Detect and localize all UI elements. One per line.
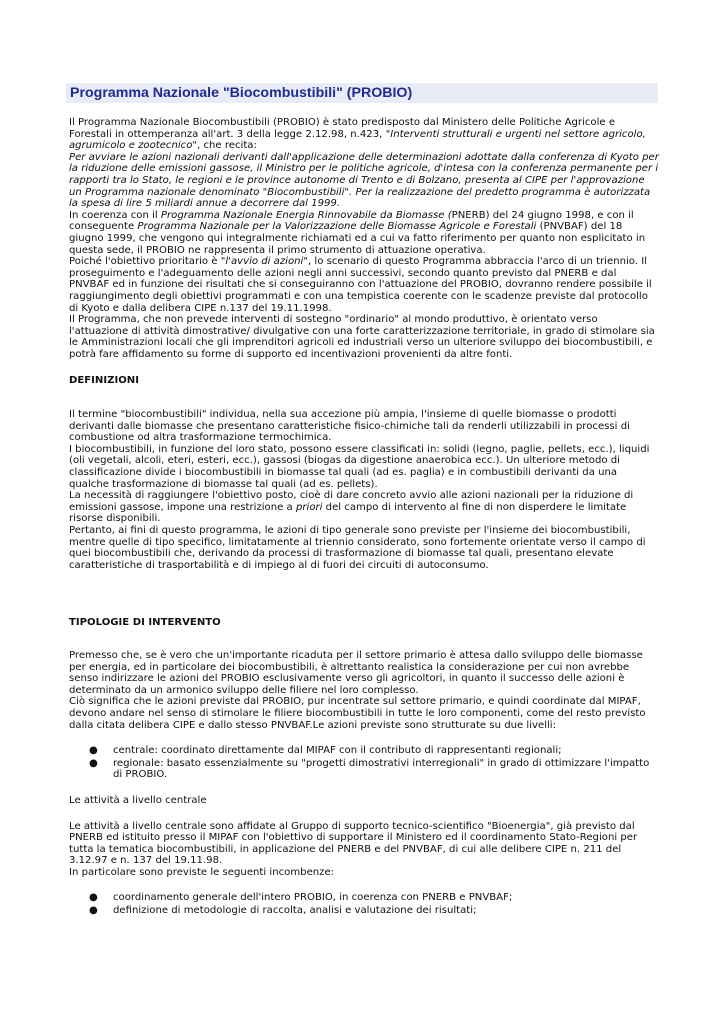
law-title: Interventi strutturali e urgenti nel settore agricolo, agrumicolo e zootecnico: [69, 128, 646, 152]
intro-text: ", che recita:: [192, 140, 257, 152]
tipologie-paragraph-2: Ciò significa che le azioni previste dal PROBIO, pur incentrate sul settore primario, e quindi coordinate dal MIPAF, devono andare nel senso di stimolare le filiere biocombustibili in tutte le loro componenti, come del resto previsto dalla citata delibera CIPE e dallo stesso PNVBAF.Le azioni previste sono strutturate su due livelli:: [69, 696, 646, 731]
bullet-icon: ●: [89, 905, 98, 917]
law-quote-text: Per avviare le azioni nazionali derivanti dall'applicazione delle determinazioni adottate dalla conferenza di Kyoto per la riduzione delle emissioni gassose, il Ministro per le politiche agricole, d'intesa con la conferenza permanente per i rapporti tra lo Stato, le regioni e le province autonome di Trento e di Bolzano, presenta al CIPE per l'approvazione un Programma nazionale denominato "Biocombustibili". Per la realizzazione del predetto programma è autorizzata la spesa di lire 5 miliardi annue a decorrere dal 1999.: [69, 151, 659, 210]
tipologie-paragraph-4: In particolare sono previste le seguenti incombenze:: [69, 866, 335, 878]
intro-text: (PNVBAF) del 18 giugno 1999, che vengono qui integralmente richiamati ed a cui va fatto riferimento per quanto non esplicitato in questa sede, il PROBIO ne rappresenta il primo strumento di attuazione operativa.: [69, 221, 646, 256]
bullet-icon: ●: [89, 892, 98, 904]
list-item: [69, 758, 659, 781]
bullet-icon: ●: [89, 745, 98, 757]
tipologie-paragraph-1: Premesso che, se è vero che un'importante ricaduta per il settore primario è attesa dallo sviluppo delle biomasse per energia, ed in particolare dei biocombustibili, è altrettanto realistica la considerazione per cui non avrebbe senso indirizzare le azioni del PROBIO esclusivamente verso gli agricoltori, in quanto il successo delle azioni è determinato da un armonico sviluppo delle filiere nel loro complesso.: [69, 649, 643, 696]
section-heading-tipologie: TIPOLOGIE DI INTERVENTO: [69, 617, 221, 629]
intro-paragraph-5: Il Programma, che non prevede interventi di sostegno "ordinario" al mondo produttivo, è orientato verso l'attuazione di attività dimostrative/ divulgative con una forte caratterizzazione territoriale, in grado di stimolare sia le Amministrazioni locali che gli imprenditori agricoli ed industriali verso un ulteriore sviluppo dei biocombustibili, e potrà fare affidamento su forme di supporto ed incentivazioni provenienti da altre fonti.: [69, 314, 655, 360]
objective-quote: l'avvio di azioni: [225, 256, 304, 268]
definizioni-paragraph-4: Pertanto, ai fini di questo programma, le azioni di tipo generale sono previste per l'insieme dei biocombustibili, mentre quelle di tipo specifico, limitatamente al triennio considerato, sono fortemente orientate verso il campo di quei biocombustibili che, derivando da processi di trasformazione di biomasse tal quali, presentano elevate caratteristiche di trasportabilità e di impiego al di fuori dei circuiti di autoconsumo.: [69, 525, 646, 571]
intro-text: PNERB) del 24 giugno 1998, e con il conseguente: [69, 209, 634, 233]
intro-text: ", lo scenario di questo Programma abbraccia l'arco di un triennio. Il proseguimento e l'adeguamento delle azioni negli anni successivi, secondo quanto previsto dal PNERB e dal PNVBAF ed in funzione dei risultati che si conseguiranno con l'attuazione del PROBIO, dovranno rendere possibile il raggiungimento degli obiettivi programmati e con una tempistica coerente con le scadenze previste dal protocollo di Kyoto e dalla delibera CIPE n.137 del 19.11.1998.: [69, 256, 652, 314]
intro-paragraph-4: [69, 256, 659, 314]
title-bar: [66, 83, 658, 103]
intro-paragraph-1: [69, 117, 659, 152]
intro-text: In coerenza con il: [69, 209, 161, 221]
a-priori: priori: [295, 501, 323, 513]
tipologie-paragraph-3: Le attività a livello centrale sono affidate al Gruppo di supporto tecnico-scientifico "Bioenergia", già previsto dal PNERB ed istituito presso il MIPAF con l'obiettivo di supportare il Ministero ed il coordinamento Stato-Regioni per tutta la tematica biocombustibili, in applicazione del PNERB e del PNVBAF, di cui alle delibere CIPE n. 211 del 3.12.97 e n. 137 del 19.11.98.: [69, 820, 638, 867]
definizioni-paragraph-3: [69, 490, 659, 525]
list-item-text: centrale: coordinato direttamente dal MIPAF con il contributo di rappresentanti regionali;: [113, 745, 562, 757]
page-title: Programma Nazionale "Biocombustibili" (PROBIO): [70, 85, 413, 101]
list-item-text: definizione di metodologie di raccolta, analisi e valutazione dei risultati;: [113, 905, 477, 917]
list-item-text: coordinamento generale dell'intero PROBIO, in coerenza con PNERB e PNVBAF;: [113, 892, 513, 904]
definizioni-paragraph-1: Il termine "biocombustibili" individua, nella sua accezione più ampia, l'insieme di quelle biomasse o prodotti derivanti dalle biomasse che presentano caratteristiche fisico-chimiche tali da renderli utilizzabili in processi di combustione od altra trasformazione termochimica.: [69, 409, 630, 444]
levels-list: [69, 745, 659, 781]
list-item: [69, 905, 659, 917]
program-name: Programma Nazionale Energia Rinnovabile da Biomasse (: [160, 209, 452, 221]
intro-text: Poiché l'obiettivo prioritario è ": [69, 256, 226, 268]
intro-paragraph-3: [69, 210, 659, 256]
list-item: [69, 892, 659, 904]
section-heading-definizioni: DEFINIZIONI: [69, 375, 139, 387]
bullet-icon: ●: [89, 757, 98, 769]
intro-text: Il Programma Nazionale Biocombustibili (PROBIO) è stato predisposto dal Ministero delle Politiche Agricole e Forestali in ottemperanza all'art. 3 della legge 2.12.98, n.423, ": [69, 117, 616, 140]
duties-list: [69, 892, 659, 916]
document-body: [69, 117, 659, 931]
program-name: Programma Nazionale per la Valorizzazione delle Biomasse Agricole e Forestali: [137, 221, 540, 233]
definizioni-text: del campo di intervento al fine di non disperdere le limitate risorse disponibili.: [69, 501, 627, 525]
list-item-text: regionale: basato essenzialmente su "progetti dimostrativi interregionali" in grado di ottimizzare l'impatto di PROBIO.: [113, 757, 650, 781]
definizioni-paragraph-2: I biocombustibili, in funzione del loro stato, possono essere classificati in: solidi (legno, paglie, pellets, ecc.), liquidi (oli vegetali, alcoli, eteri, esteri, ecc.), gassosi (biogas da digestione anaerobica ecc.). Un ulteriore metodo di classificazione divide i biocombustibili in biomasse tal quali (ad es. paglia) e in combustibili derivanti da una qualche trasformazione di biomasse tal quali (ad es. pellets).: [69, 443, 650, 490]
definizioni-text: La necessità di raggiungere l'obiettivo posto, cioè di dare concreto avvio alle azioni nazionali per la riduzione di emissioni gassose, impone una restrizione a: [69, 490, 634, 513]
subheading-livello-centrale: Le attività a livello centrale: [69, 794, 207, 806]
list-item: [69, 745, 659, 757]
law-quote: [69, 152, 659, 210]
